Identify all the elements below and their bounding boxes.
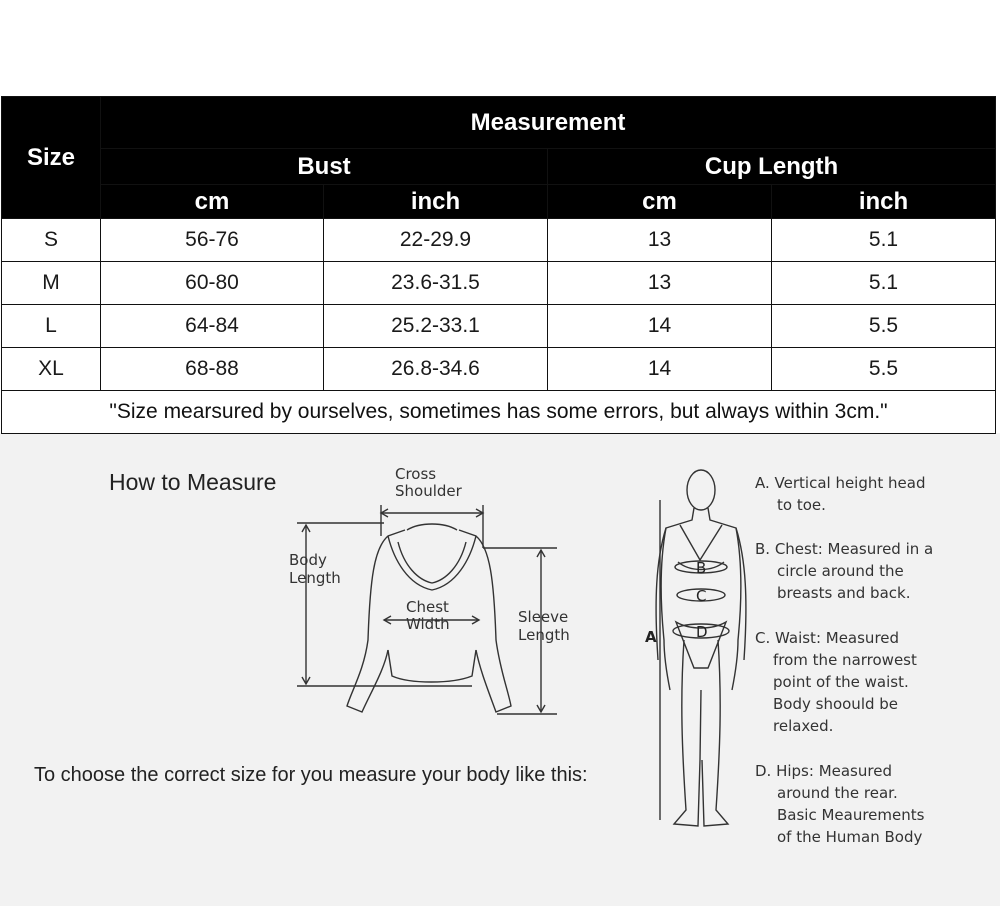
- size-cell: XL: [2, 348, 101, 391]
- bust-inch-cell: 22-29.9: [324, 219, 548, 262]
- bust-inch-cell: 25.2-33.1: [324, 305, 548, 348]
- note-waist: C. Waist: Measured from the narrowest point of the waist. Body shoould be relaxed.: [755, 629, 917, 735]
- size-cell: S: [2, 219, 101, 262]
- size-cell: M: [2, 262, 101, 305]
- size-header: Size: [2, 97, 101, 219]
- cross-shoulder-label: Cross Shoulder: [395, 465, 462, 500]
- garment-illustration: [297, 505, 557, 714]
- measurement-note: "Size mearsured by ourselves, sometimes has some errors, but always within 3cm.": [2, 391, 996, 434]
- body-length-label: Body Length: [289, 551, 341, 587]
- unit-header: cm: [101, 185, 324, 219]
- note-hips: D. Hips: Measured around the rear. Basic Meaurements of the Human Body: [755, 762, 925, 846]
- cup-inch-cell: 5.5: [772, 348, 996, 391]
- cup-inch-cell: 5.5: [772, 305, 996, 348]
- bust-inch-cell: 23.6-31.5: [324, 262, 548, 305]
- size-cell: L: [2, 305, 101, 348]
- sleeve-length-label: Sleeve Length: [518, 608, 570, 644]
- bust-cm-cell: 68-88: [101, 348, 324, 391]
- bust-cm-cell: 64-84: [101, 305, 324, 348]
- cup-cm-cell: 13: [548, 262, 772, 305]
- bust-cm-cell: 60-80: [101, 262, 324, 305]
- unit-header: cm: [548, 185, 772, 219]
- measurement-header: Measurement: [101, 97, 996, 149]
- bust-inch-cell: 26.8-34.6: [324, 348, 548, 391]
- unit-header: inch: [772, 185, 996, 219]
- how-to-measure-title: How to Measure: [109, 469, 277, 495]
- cup-inch-cell: 5.1: [772, 219, 996, 262]
- cup-length-header: Cup Length: [548, 149, 996, 185]
- chest-width-label: Chest Width: [406, 598, 450, 633]
- marker-b: B: [696, 559, 707, 577]
- instruction-text: To choose the correct size for you measure your body like this:: [34, 764, 588, 786]
- cup-cm-cell: 14: [548, 348, 772, 391]
- marker-a: A: [645, 628, 657, 646]
- cup-cm-cell: 14: [548, 305, 772, 348]
- body-figure-illustration: [656, 470, 746, 826]
- bust-cm-cell: 56-76: [101, 219, 324, 262]
- note-vertical-height: A. Vertical height head to toe.: [755, 474, 926, 514]
- marker-d: D: [696, 623, 708, 641]
- marker-c: C: [696, 587, 707, 605]
- cup-cm-cell: 13: [548, 219, 772, 262]
- cup-inch-cell: 5.1: [772, 262, 996, 305]
- bust-header: Bust: [101, 149, 548, 185]
- unit-header: inch: [324, 185, 548, 219]
- note-chest: B. Chest: Measured in a circle around the breasts and back.: [755, 540, 934, 602]
